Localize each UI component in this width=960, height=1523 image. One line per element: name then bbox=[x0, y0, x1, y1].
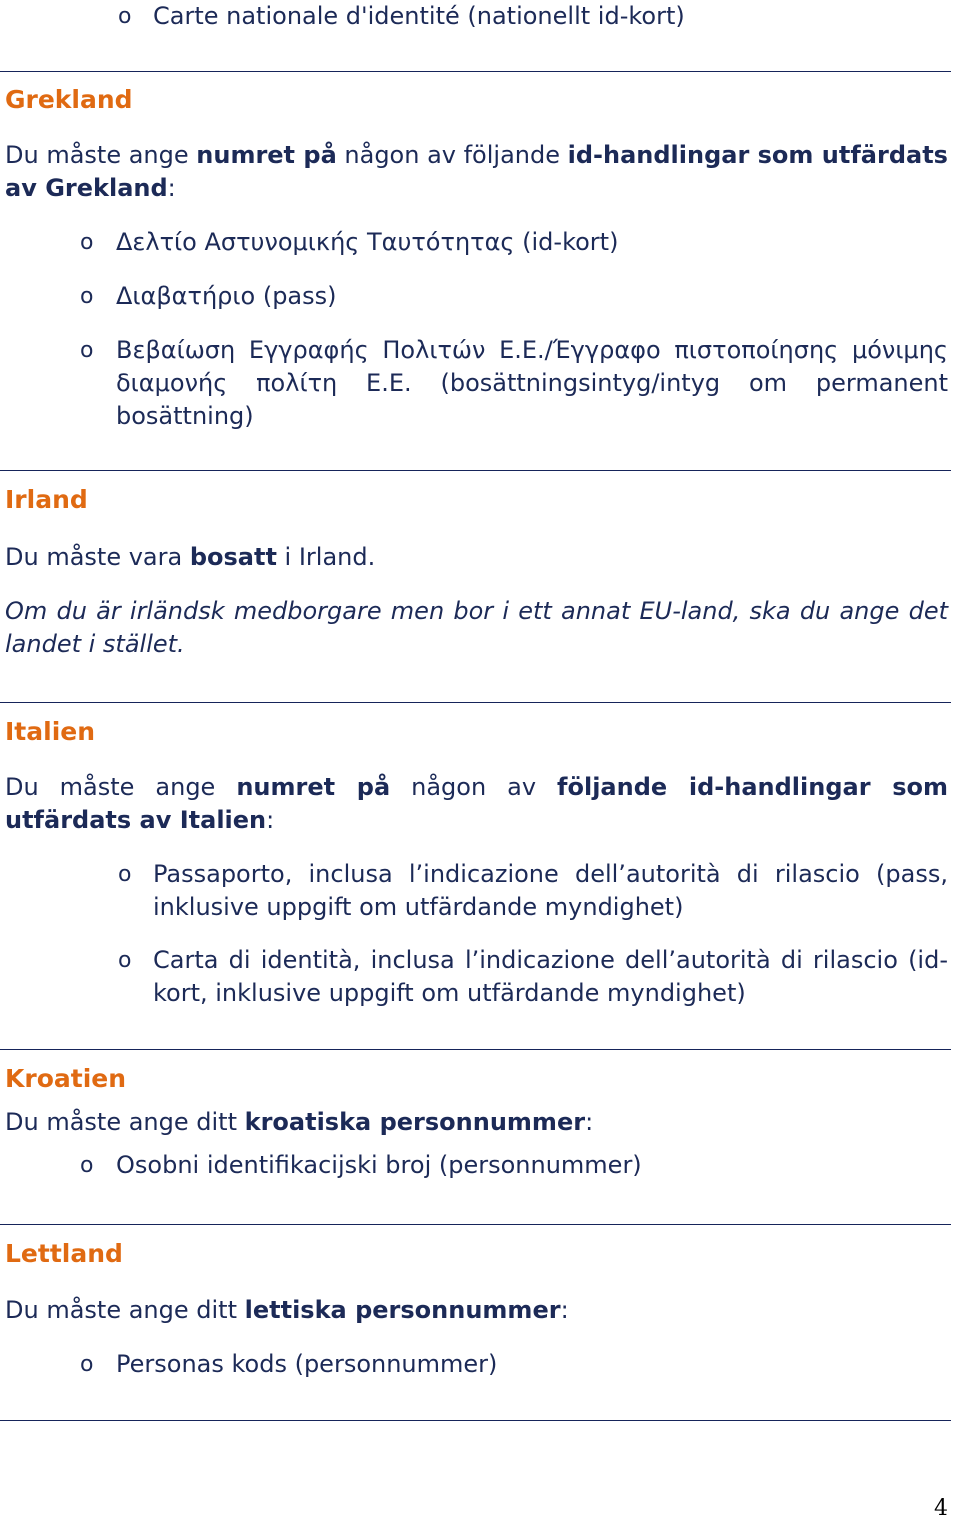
list-item: Βεβαίωση Εγγραφής Πολιτών Ε.Ε./Έγγραφο πιστοποίησης μόνιμης διαμονής πολίτη Ε.Ε. (bosättningsintyg/intyg om permanent bosättning) bbox=[116, 336, 948, 430]
bullet-marker: o bbox=[80, 1352, 94, 1377]
grekland-instruction: Du måste ange numret på någon av följande id-handlingar som utfärdats av Grekland: bbox=[5, 141, 948, 202]
irland-instruction: Du måste vara bosatt i Irland. bbox=[5, 543, 376, 571]
list-item: Διαβατήριο (pass) bbox=[116, 282, 337, 310]
bullet-marker: o bbox=[80, 284, 94, 309]
bullet-marker: o bbox=[80, 338, 94, 363]
list-item: Osobni identifikacijski broj (personnummer) bbox=[116, 1151, 642, 1179]
irland-note: Om du är irländsk medborgare men bor i ett annat EU-land, ska du ange det landet i stället. bbox=[5, 597, 948, 658]
section-divider bbox=[0, 702, 951, 703]
bullet-marker: o bbox=[118, 862, 132, 887]
section-heading-lettland: Lettland bbox=[5, 1239, 123, 1268]
lettland-instruction: Du måste ange ditt lettiska personnummer: bbox=[5, 1296, 569, 1324]
section-divider bbox=[0, 1224, 951, 1225]
list-item: Personas kods (personnummer) bbox=[116, 1350, 498, 1378]
list-item: Passaporto, inclusa l’indicazione dell’autorità di rilascio (pass, inklusive uppgift om utfärdande myndighet) bbox=[153, 860, 948, 921]
kroatien-instruction: Du måste ange ditt kroatiska personnummer: bbox=[5, 1108, 594, 1136]
page-number: 4 bbox=[934, 1496, 948, 1521]
section-divider bbox=[0, 1049, 951, 1050]
section-heading-kroatien: Kroatien bbox=[5, 1064, 127, 1093]
section-divider bbox=[0, 71, 951, 72]
section-divider bbox=[0, 470, 951, 471]
list-item: Δελτίο Αστυνομικής Ταυτότητας (id-kort) bbox=[116, 228, 619, 256]
section-heading-irland: Irland bbox=[5, 485, 88, 514]
section-heading-grekland: Grekland bbox=[5, 85, 133, 114]
list-item: Carte nationale d'identité (nationellt id-kort) bbox=[153, 2, 685, 30]
bullet-marker: o bbox=[118, 4, 132, 29]
bullet-marker: o bbox=[80, 230, 94, 255]
bullet-marker: o bbox=[80, 1153, 94, 1178]
section-heading-italien: Italien bbox=[5, 717, 96, 746]
bullet-marker: o bbox=[118, 948, 132, 973]
list-item: Carta di identità, inclusa l’indicazione dell’autorità di rilascio (id-kort, inklusive uppgift om utfärdande myndighet) bbox=[153, 946, 948, 1007]
italien-instruction: Du måste ange numret på någon av följande id-handlingar som utfärdats av Italien: bbox=[5, 773, 949, 834]
section-divider bbox=[0, 1420, 951, 1421]
